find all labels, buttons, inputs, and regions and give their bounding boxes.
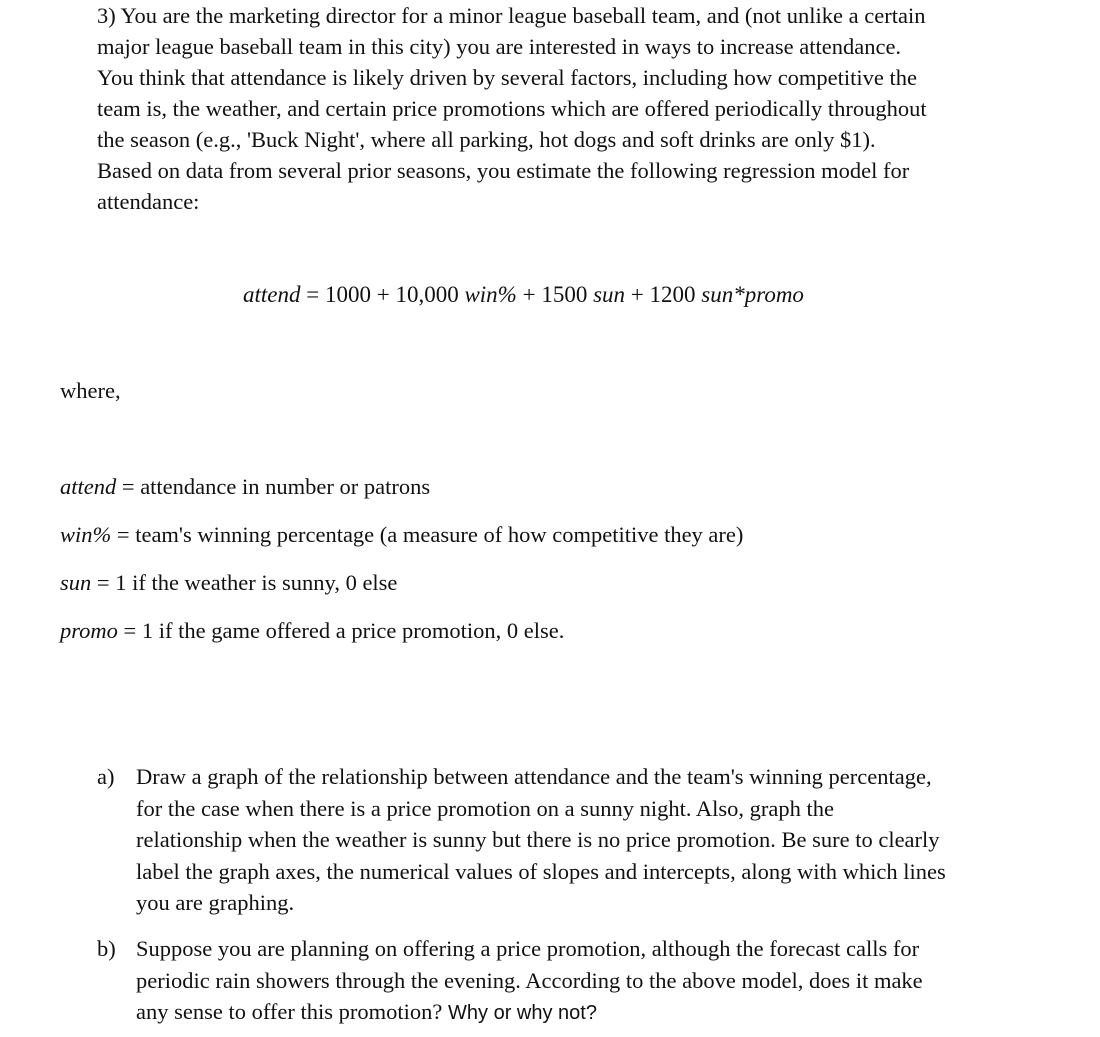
question-line: Suppose you are planning on offering a price promotion, although the forecast calls for [136, 936, 920, 961]
intro-line: team is, the weather, and certain price promotions which are offered periodically throughout [97, 96, 927, 121]
question-b [97, 933, 1057, 1030]
equation-text: + 1200 [625, 282, 702, 307]
question-line: relationship when the weather is sunny but there is no price promotion. Be sure to clearly [136, 827, 940, 852]
question-line: you are graphing. [136, 890, 295, 915]
intro-line: the season (e.g., 'Buck Night', where all parking, hot dogs and soft drinks are only $1). [97, 127, 876, 152]
question-body [136, 933, 1057, 1030]
definition-sun [60, 570, 397, 596]
equation-text: + 1500 [516, 282, 594, 307]
equation-term-win: win% [464, 282, 517, 307]
where-label: where, [60, 378, 121, 403]
question-line: Draw a graph of the relationship between attendance and the team's winning percentage, [136, 764, 932, 789]
definition-text: = 1 if the weather is sunny, 0 else [91, 570, 398, 595]
definition-text: = team's winning percentage (a measure of how competitive they are) [111, 522, 744, 547]
question-a [97, 761, 1057, 919]
question-label: a) [97, 764, 115, 789]
definition-win [60, 522, 743, 548]
equation-text: = 1000 + 10,000 [300, 282, 465, 307]
definition-attend [60, 474, 430, 500]
question-text-sans: Why or why not? [448, 1002, 597, 1024]
equation-lhs: attend [243, 282, 301, 307]
intro-line: You think that attendance is likely driven by several factors, including how competitive the [97, 65, 918, 90]
definition-var: win% [60, 522, 112, 547]
intro-paragraph [97, 0, 1057, 217]
definition-text: = attendance in number or patrons [116, 474, 431, 499]
question-line-last [136, 996, 1057, 1030]
regression-equation [243, 282, 804, 308]
question-line: for the case when there is a price promotion on a sunny night. Also, graph the [136, 795, 834, 821]
equation-term-sun: sun [593, 282, 626, 307]
question-line: label the graph axes, the numerical values of slopes and intercepts, along with which lines [136, 858, 946, 884]
definition-promo [60, 618, 564, 644]
question-body [136, 761, 1057, 919]
question-label: b) [97, 936, 116, 961]
definition-var: attend [60, 474, 117, 499]
equation-term-sun-promo: sun*promo [701, 282, 804, 307]
intro-line: attendance: [97, 189, 200, 214]
definition-text: = 1 if the game offered a price promotion, 0 else. [117, 618, 565, 643]
intro-line: 3) You are the marketing director for a minor league baseball team, and (not unlike a certain [97, 3, 926, 28]
question-text: any sense to offer this promotion? [136, 999, 449, 1024]
question-line: periodic rain showers through the evening. According to the above model, does it make [136, 967, 923, 993]
intro-line: major league baseball team in this city) you are interested in ways to increase attendance. [97, 34, 902, 59]
intro-line: Based on data from several prior seasons, you estimate the following regression model for [97, 158, 910, 183]
definition-var: promo [60, 618, 118, 643]
definition-var: sun [60, 570, 92, 595]
